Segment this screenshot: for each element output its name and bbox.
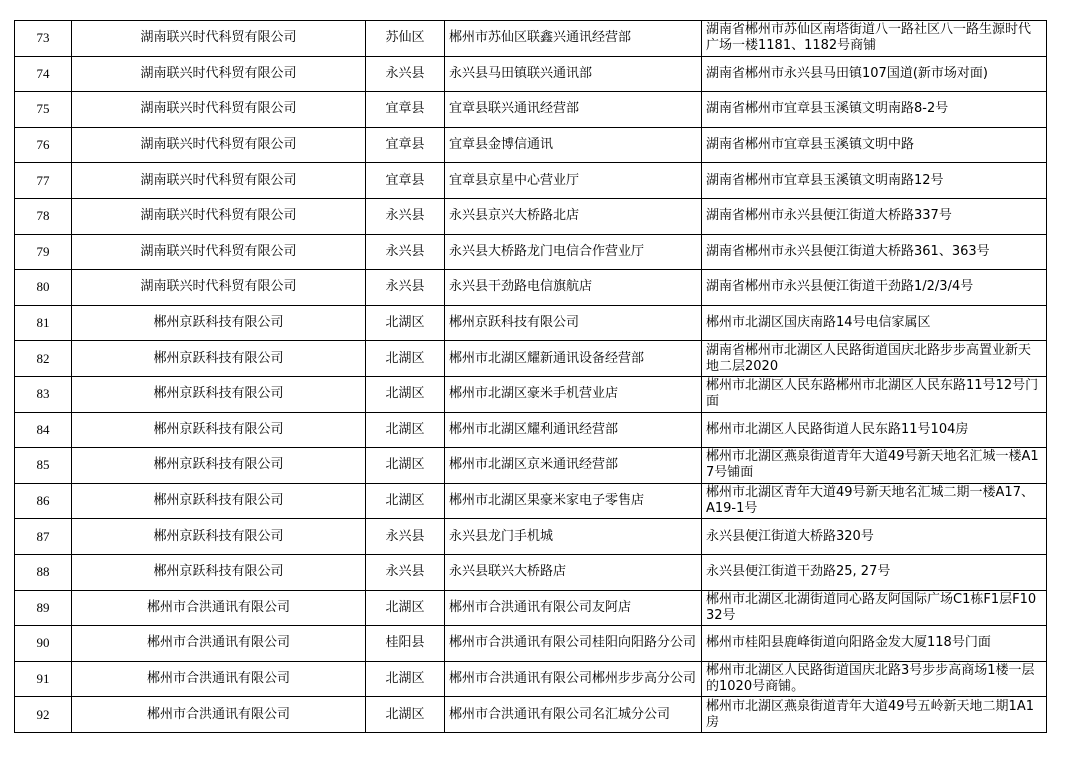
company-name: 郴州市合洪通讯有限公司: [72, 590, 366, 626]
district-name: 苏仙区: [366, 21, 445, 57]
company-name: 湖南联兴时代科贸有限公司: [72, 127, 366, 163]
company-name: 湖南联兴时代科贸有限公司: [72, 198, 366, 234]
store-name: 永兴县龙门手机城: [445, 519, 702, 555]
district-name: 北湖区: [366, 483, 445, 519]
district-name: 北湖区: [366, 412, 445, 448]
district-name: 永兴县: [366, 198, 445, 234]
table-row: [15, 341, 1047, 377]
store-name: 郴州市北湖区豪米手机营业店: [445, 376, 702, 412]
district-name: 北湖区: [366, 376, 445, 412]
table-row: [15, 661, 1047, 697]
company-name: 湖南联兴时代科贸有限公司: [72, 92, 366, 128]
table-row: [15, 376, 1047, 412]
district-name: 桂阳县: [366, 626, 445, 662]
district-name: 北湖区: [366, 590, 445, 626]
company-name: 郴州京跃科技有限公司: [72, 448, 366, 484]
row-number: 89: [15, 590, 72, 626]
store-address: 郴州市北湖区人民路街道人民东路11号104房: [702, 412, 1047, 448]
district-name: 北湖区: [366, 341, 445, 377]
company-name: 郴州京跃科技有限公司: [72, 341, 366, 377]
store-address: 永兴县便江街道大桥路320号: [702, 519, 1047, 555]
store-name: 郴州市合洪通讯有限公司郴州步步高分公司: [445, 661, 702, 697]
store-name: 郴州市苏仙区联鑫兴通讯经营部: [445, 21, 702, 57]
store-address: 郴州市北湖区北湖街道同心路友阿国际广场C1栋F1层F1032号: [702, 590, 1047, 626]
store-address: 郴州市北湖区人民东路郴州市北湖区人民东路11号12号门面: [702, 376, 1047, 412]
store-name: 永兴县大桥路龙门电信合作营业厅: [445, 234, 702, 270]
row-number: 77: [15, 163, 72, 199]
company-name: 郴州市合洪通讯有限公司: [72, 697, 366, 733]
table-row: [15, 127, 1047, 163]
district-name: 永兴县: [366, 519, 445, 555]
company-name: 郴州市合洪通讯有限公司: [72, 661, 366, 697]
district-name: 宜章县: [366, 163, 445, 199]
district-name: 宜章县: [366, 92, 445, 128]
row-number: 82: [15, 341, 72, 377]
store-address: 湖南省郴州市宜章县玉溪镇文明南路8-2号: [702, 92, 1047, 128]
store-name: 郴州市北湖区耀新通讯设备经营部: [445, 341, 702, 377]
store-name: 郴州市北湖区果豪米家电子零售店: [445, 483, 702, 519]
company-name: 郴州京跃科技有限公司: [72, 305, 366, 341]
store-address: 湖南省郴州市宜章县玉溪镇文明中路: [702, 127, 1047, 163]
document-page: [14, 20, 1046, 733]
district-name: 永兴县: [366, 270, 445, 306]
district-name: 永兴县: [366, 234, 445, 270]
table-row: [15, 21, 1047, 57]
company-name: 湖南联兴时代科贸有限公司: [72, 270, 366, 306]
row-number: 86: [15, 483, 72, 519]
company-name: 湖南联兴时代科贸有限公司: [72, 56, 366, 92]
district-name: 永兴县: [366, 56, 445, 92]
row-number: 75: [15, 92, 72, 128]
company-name: 郴州京跃科技有限公司: [72, 412, 366, 448]
store-name: 郴州市合洪通讯有限公司友阿店: [445, 590, 702, 626]
row-number: 91: [15, 661, 72, 697]
store-name: 郴州市北湖区耀利通讯经营部: [445, 412, 702, 448]
company-name: 郴州京跃科技有限公司: [72, 376, 366, 412]
table-row: [15, 56, 1047, 92]
store-name: 永兴县干劲路电信旗航店: [445, 270, 702, 306]
store-address: 湖南省郴州市永兴县便江街道大桥路361、363号: [702, 234, 1047, 270]
table-row: [15, 234, 1047, 270]
row-number: 90: [15, 626, 72, 662]
company-name: 湖南联兴时代科贸有限公司: [72, 163, 366, 199]
store-list-table: [14, 20, 1047, 733]
district-name: 北湖区: [366, 661, 445, 697]
store-name: 永兴县联兴大桥路店: [445, 554, 702, 590]
district-name: 北湖区: [366, 697, 445, 733]
store-address: 湖南省郴州市永兴县马田镇107国道(新市场对面): [702, 56, 1047, 92]
company-name: 湖南联兴时代科贸有限公司: [72, 234, 366, 270]
row-number: 76: [15, 127, 72, 163]
table-row: [15, 305, 1047, 341]
row-number: 87: [15, 519, 72, 555]
store-name: 宜章县京星中心营业厅: [445, 163, 702, 199]
district-name: 北湖区: [366, 305, 445, 341]
store-address: 郴州市北湖区青年大道49号新天地名汇城二期一楼A17、A19-1号: [702, 483, 1047, 519]
store-address: 湖南省郴州市北湖区人民路街道国庆北路步步高置业新天地二层2020: [702, 341, 1047, 377]
company-name: 郴州京跃科技有限公司: [72, 519, 366, 555]
table-row: [15, 163, 1047, 199]
row-number: 81: [15, 305, 72, 341]
table-row: [15, 483, 1047, 519]
row-number: 80: [15, 270, 72, 306]
store-address: 郴州市北湖区人民路街道国庆北路3号步步高商场1楼一层的1020号商铺。: [702, 661, 1047, 697]
table-row: [15, 626, 1047, 662]
district-name: 宜章县: [366, 127, 445, 163]
row-number: 92: [15, 697, 72, 733]
table-row: [15, 270, 1047, 306]
store-name: 永兴县京兴大桥路北店: [445, 198, 702, 234]
store-address: 郴州市桂阳县鹿峰街道向阳路金发大厦118号门面: [702, 626, 1047, 662]
table-row: [15, 448, 1047, 484]
store-address: 湖南省郴州市永兴县便江街道大桥路337号: [702, 198, 1047, 234]
store-name: 郴州市合洪通讯有限公司桂阳向阳路分公司: [445, 626, 702, 662]
store-name: 郴州市合洪通讯有限公司名汇城分公司: [445, 697, 702, 733]
table-row: [15, 590, 1047, 626]
table-row: [15, 554, 1047, 590]
row-number: 84: [15, 412, 72, 448]
row-number: 74: [15, 56, 72, 92]
company-name: 郴州京跃科技有限公司: [72, 554, 366, 590]
row-number: 78: [15, 198, 72, 234]
table-row: [15, 519, 1047, 555]
company-name: 郴州京跃科技有限公司: [72, 483, 366, 519]
company-name: 郴州市合洪通讯有限公司: [72, 626, 366, 662]
table-row: [15, 697, 1047, 733]
row-number: 83: [15, 376, 72, 412]
company-name: 湖南联兴时代科贸有限公司: [72, 21, 366, 57]
table-row: [15, 412, 1047, 448]
store-address: 湖南省郴州市苏仙区南塔街道八一路社区八一路生源时代广场一楼1181、1182号商铺: [702, 21, 1047, 57]
store-name: 宜章县联兴通讯经营部: [445, 92, 702, 128]
district-name: 永兴县: [366, 554, 445, 590]
store-name: 郴州京跃科技有限公司: [445, 305, 702, 341]
row-number: 79: [15, 234, 72, 270]
store-name: 永兴县马田镇联兴通讯部: [445, 56, 702, 92]
table-row: [15, 92, 1047, 128]
row-number: 88: [15, 554, 72, 590]
store-address: 湖南省郴州市宜章县玉溪镇文明南路12号: [702, 163, 1047, 199]
store-address: 郴州市北湖区燕泉街道青年大道49号五岭新天地二期1A1房: [702, 697, 1047, 733]
store-address: 永兴县便江街道干劲路25, 27号: [702, 554, 1047, 590]
store-address: 湖南省郴州市永兴县便江街道干劲路1/2/3/4号: [702, 270, 1047, 306]
row-number: 85: [15, 448, 72, 484]
store-name: 宜章县金博信通讯: [445, 127, 702, 163]
store-address: 郴州市北湖区燕泉街道青年大道49号新天地名汇城一楼A17号铺面: [702, 448, 1047, 484]
table-row: [15, 198, 1047, 234]
store-name: 郴州市北湖区京米通讯经营部: [445, 448, 702, 484]
district-name: 北湖区: [366, 448, 445, 484]
table-body: [15, 21, 1047, 733]
row-number: 73: [15, 21, 72, 57]
store-address: 郴州市北湖区国庆南路14号电信家属区: [702, 305, 1047, 341]
